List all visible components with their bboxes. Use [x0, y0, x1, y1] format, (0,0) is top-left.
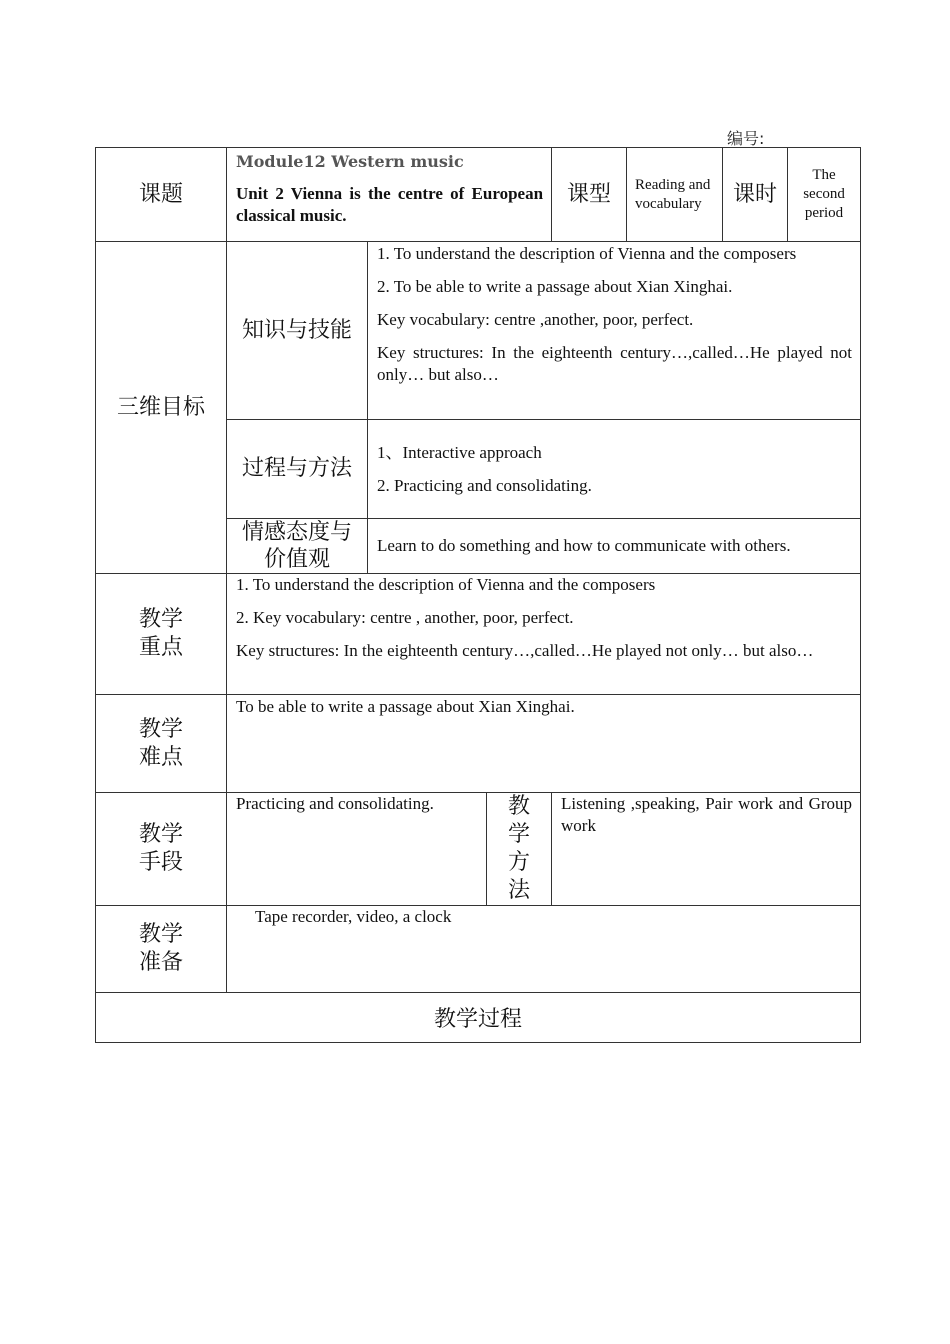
- process-method-content: [368, 420, 861, 519]
- key-points-content: [227, 574, 861, 695]
- methods-content: Listening ,speaking, Pair work and Group work: [552, 793, 861, 906]
- period-label: 课时: [723, 148, 788, 242]
- key-points-label: 教学重点: [96, 574, 227, 695]
- serial-number-label: 编号:: [727, 129, 765, 148]
- objectives-knowledge-row: [96, 242, 861, 420]
- knowledge-structures: Key structures: In the eighteenth century…,called…He played not only… but also…: [377, 343, 853, 384]
- type-label: 课型: [552, 148, 627, 242]
- teaching-process-title: 教学过程: [96, 993, 861, 1043]
- objectives-label: 三维目标: [96, 242, 227, 574]
- emotion-content: Learn to do something and how to communicate with others.: [368, 519, 861, 574]
- process-title-row: [96, 993, 861, 1043]
- knowledge-vocab: Key vocabulary: centre ,another, poor, perfect.: [377, 310, 694, 329]
- means-content: Practicing and consolidating.: [227, 793, 487, 906]
- header-row: [96, 148, 861, 242]
- topic-cell: [227, 148, 552, 242]
- emotion-label: 情感态度与价值观: [227, 519, 368, 574]
- preparation-label: 教学准备: [96, 906, 227, 993]
- means-row: [96, 793, 861, 906]
- difficulties-content: To be able to write a passage about Xian Xinghai.: [227, 695, 861, 793]
- period-value: The second period: [788, 148, 861, 242]
- lesson-plan-table: [95, 147, 861, 1043]
- difficulties-row: [96, 695, 861, 793]
- difficulties-label: 教学难点: [96, 695, 227, 793]
- key-points-item-2: 2. Key vocabulary: centre , another, poor, perfect.: [236, 608, 574, 627]
- process-item-1: 1、Interactive approach: [377, 443, 542, 462]
- key-points-row: [96, 574, 861, 695]
- knowledge-label: 知识与技能: [227, 242, 368, 420]
- key-points-structures: Key structures: In the eighteenth century…,called…He played not only… but also…: [236, 641, 814, 660]
- unit-line: Unit 2 Vienna is the centre of European classical music.: [236, 184, 544, 225]
- process-method-label: 过程与方法: [227, 420, 368, 519]
- preparation-row: [96, 906, 861, 993]
- knowledge-content: [368, 242, 861, 420]
- means-label: 教学手段: [96, 793, 227, 906]
- module-line: Module12 Western music: [236, 152, 464, 171]
- methods-label: 教学方法: [487, 793, 552, 906]
- knowledge-item-1: 1. To understand the description of Vienna and the composers: [377, 244, 797, 263]
- knowledge-item-2: 2. To be able to write a passage about Xian Xinghai.: [377, 277, 733, 296]
- process-item-2: 2. Practicing and consolidating.: [377, 476, 592, 495]
- preparation-content: Tape recorder, video, a clock: [227, 906, 861, 993]
- type-value: Reading and vocabulary: [627, 148, 723, 242]
- topic-label: 课题: [96, 148, 227, 242]
- key-points-item-1: 1. To understand the description of Vienna and the composers: [236, 575, 656, 594]
